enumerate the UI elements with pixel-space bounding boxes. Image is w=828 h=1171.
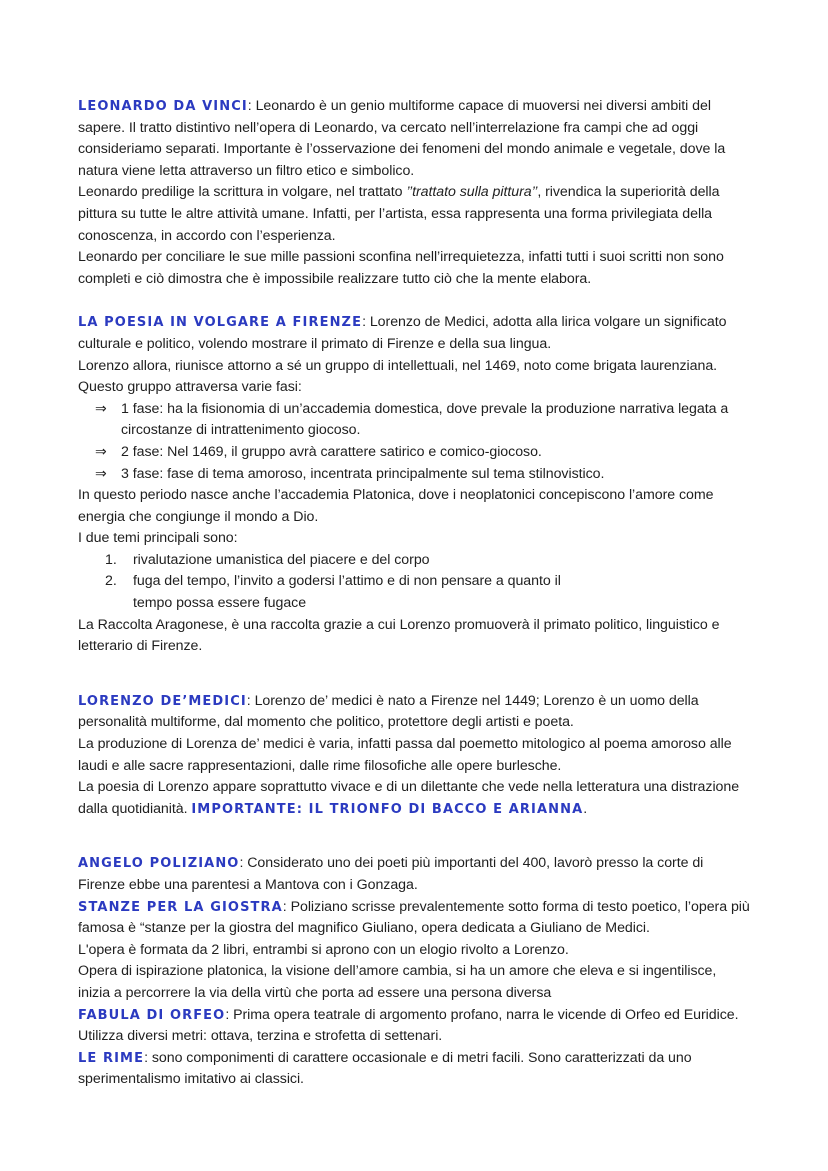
paragraph-text: : Leonardo è un genio multiforme capace di muoversi nei diversi ambiti del sapere. Il tratto distintivo nell’opera di Leonardo, va cercato nell’interrelazione fra campi che ad oggi consideriamo separati. Importante è l’osservazione dei fenomeni del mondo animale e vegetale, dove la natura viene letta attraverso un filtro etico e simbolico. <box>78 98 726 179</box>
list-number: 2. <box>105 573 117 590</box>
paragraph-text: , rivendica la superiorità della pittura su tutte le altre attività umane. Infatti, per l’artista, essa rappresenta una forma privilegiata della conoscenza, in accordo con l’esperienza. <box>78 184 720 244</box>
paragraph <box>78 247 750 290</box>
list-item-line: tempo possa essere fugace <box>133 595 307 612</box>
section-heading-poliziano: ANGELO POLIZIANO <box>78 856 240 872</box>
paragraph-text: La poesia di Lorenzo appare soprattutto vivace e di un dilettante che vede nella letteratura una distrazione dalla quotidianità. <box>78 779 740 817</box>
section-heading-poesia-volgare: LA POESIA IN VOLGARE A FIRENZE <box>78 315 363 331</box>
list-item-fase-3 <box>78 464 750 486</box>
paragraph-text: Leonardo per conciliare le sue mille passioni sconfina nell’irrequietezza, infatti tutti i suoi scritti non sono completi e ciò dimostra che è impossibile realizzare tutto ciò che la mente elabora. <box>78 249 724 287</box>
paragraph-text: : Considerato uno dei poeti più importanti del 400, lavorò presso la corte di Firenze ebbe una parentesi a Mantova con i Gonzaga. <box>78 855 704 893</box>
paragraph-text: Leonardo predilige la scrittura in volgare, nel trattato <box>78 184 407 201</box>
paragraph <box>78 485 750 528</box>
list-item-fase-1 <box>78 399 750 442</box>
section-poesia-in-volgare <box>78 312 750 658</box>
paragraph <box>78 691 750 734</box>
paragraph-text: : Prima opera teatrale di argomento profano, narra le vicende di Orfeo ed Euridice. Utilizza diversi metri: ottava, terzina e strofetta di settenari. <box>78 1006 739 1045</box>
section-heading-fabula-orfeo: FABULA DI ORFEO <box>78 1007 226 1023</box>
paragraph-text: . <box>583 800 588 817</box>
section-angelo-poliziano <box>78 853 750 1091</box>
section-lorenzo-de-medici <box>78 691 750 821</box>
section-heading-le-rime: LE RIME <box>78 1050 145 1066</box>
paragraph <box>78 1005 750 1048</box>
list-item-line: fuga del tempo, l’invito a godersi l’attimo e di non pensare a quanto il <box>133 573 561 590</box>
list-number: 1. <box>105 551 117 568</box>
section-heading-stanze-giostra: STANZE PER LA GIOSTRA <box>78 899 283 915</box>
paragraph <box>78 897 750 940</box>
paragraph <box>78 777 750 820</box>
paragraph <box>78 182 750 247</box>
paragraph-text: L'opera è formata da 2 libri, entrambi si aprono con un elogio rivolto a Lorenzo. <box>78 941 569 958</box>
double-arrow-icon: ⇒ <box>95 465 107 482</box>
paragraph <box>78 356 750 399</box>
section-heading-leonardo: LEONARDO DA VINCI <box>78 99 248 114</box>
list-item-text <box>133 571 750 614</box>
paragraph <box>78 615 750 658</box>
paragraph-text: : Lorenzo de Medici, adotta alla lirica volgare un significato culturale e politico, volendo mostrare il primato di Firenze e della sua lingua. <box>78 314 727 352</box>
document-content <box>78 96 750 1091</box>
paragraph-text: La produzione di Lorenza de’ medici è varia, infatti passa dal poemetto mitologico al poema amoroso alle laudi e alle sacre rappresentazioni, dalle rime filosofiche alle opere burlesche. <box>78 736 732 774</box>
paragraph <box>78 940 750 962</box>
numbered-item-2 <box>78 571 750 614</box>
paragraph <box>78 961 750 1004</box>
list-item-text: rivalutazione umanistica del piacere e del corpo <box>133 551 430 568</box>
paragraph-text: : Poliziano scrisse prevalentemente sotto forma di testo poetico, l’opera più famosa è “stanze per la giostra del magnifico Giuliano, opera dedicata a Giuliano de Medici. <box>78 898 750 937</box>
list-item-text: 2 fase: Nel 1469, il gruppo avrà carattere satirico e comico-giocoso. <box>121 443 542 460</box>
paragraph-text: In questo periodo nasce anche l’accademia Platonica, dove i neoplatonici concepiscono l’amore come energia che congiunge il mondo a Dio. <box>78 487 714 525</box>
paragraph-text: : sono componimenti di carattere occasionale e di metri facili. Sono caratterizzati da uno sperimentalismo imitativo ai classici. <box>78 1049 692 1088</box>
list-item-text: 3 fase: fase di tema amoroso, incentrata principalmente sul tema stilnovistico. <box>121 465 605 482</box>
numbered-item-1 <box>78 550 750 572</box>
paragraph <box>78 853 750 896</box>
section-leonardo-da-vinci <box>78 96 750 290</box>
paragraph <box>78 528 750 550</box>
paragraph-text: Opera di ispirazione platonica, la visione dell’amore cambia, si ha un amore che eleva e si ingentilisce, inizia a percorrere la via della virtù che porta ad essere una persona diversa <box>78 963 717 1001</box>
section-heading-lorenzo: LORENZO DE’MEDICI <box>78 693 247 709</box>
paragraph-text: La Raccolta Aragonese, è una raccolta grazie a cui Lorenzo promuoverà il primato politico, linguistico e letterario di Firenze. <box>78 616 720 655</box>
list-item-fase-2 <box>78 442 750 464</box>
paragraph-text: Lorenzo allora, riunisce attorno a sé un gruppo di intellettuali, nel 1469, noto come brigata laurenziana. Questo gruppo attraversa varie fasi: <box>78 357 718 396</box>
paragraph <box>78 312 750 355</box>
paragraph-text: : Lorenzo de’ medici è nato a Firenze nel 1449; Lorenzo è un uomo della personalità multiforme, dal momento che politico, protettore degli artisti e poeta. <box>78 692 699 731</box>
double-arrow-icon: ⇒ <box>95 443 107 460</box>
paragraph <box>78 1048 750 1091</box>
highlight-importante-trionfo-bacco: IMPORTANTE: IL TRIONFO DI BACCO E ARIANNA <box>191 801 584 817</box>
paragraph <box>78 734 750 777</box>
list-item-text: 1 fase: ha la fisionomia di un’accademia domestica, dove prevale la produzione narrativa legata a circostanze di intrattenimento giocoso. <box>121 400 729 439</box>
double-arrow-icon: ⇒ <box>95 400 107 417</box>
paragraph <box>78 96 750 182</box>
paragraph-text: I due temi principali sono: <box>78 530 238 547</box>
italic-title-trattato-sulla-pittura: ’’trattato sulla pittura’’ <box>406 184 538 201</box>
